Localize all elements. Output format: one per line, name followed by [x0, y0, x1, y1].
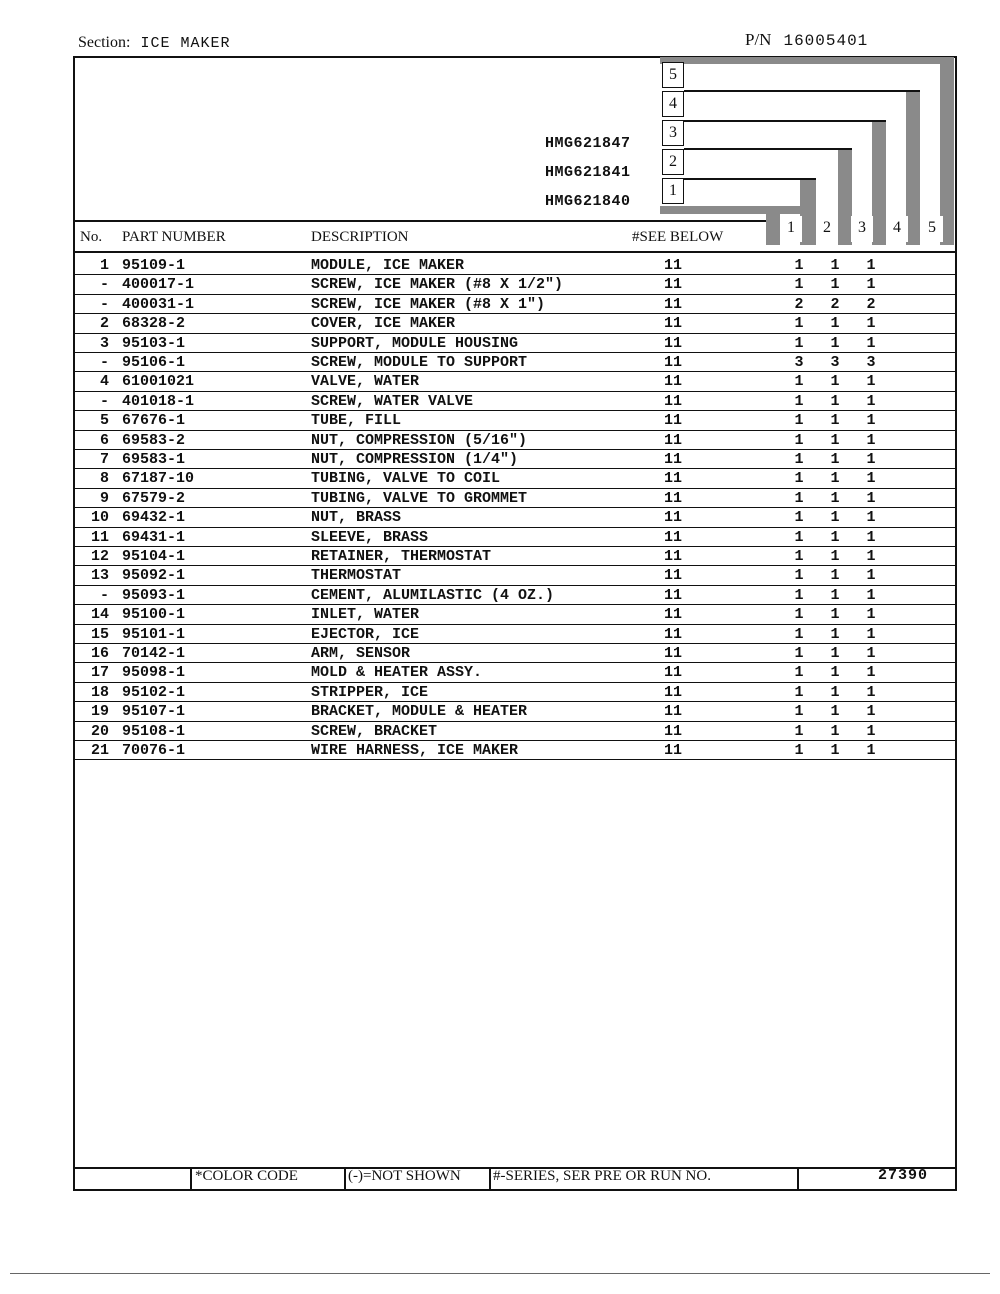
row-part-number: 95101-1	[122, 625, 186, 643]
row-qty-col-1: 1	[794, 392, 804, 410]
header-no: No.	[80, 229, 103, 245]
row-part-number: 95092-1	[122, 567, 186, 585]
row-description: SCREW, ICE MAKER (#8 X 1")	[311, 295, 546, 313]
row-part-number: 95098-1	[122, 664, 186, 682]
column-header-3: 3	[851, 216, 873, 242]
table-row	[75, 644, 955, 663]
row-qty-col-2: 1	[830, 334, 840, 352]
row-description: SCREW, BRACKET	[311, 722, 438, 740]
row-series: 11	[664, 742, 683, 759]
table-row	[75, 547, 955, 566]
row-series: 11	[664, 625, 683, 643]
table-row	[75, 450, 955, 469]
row-qty-col-2: 1	[830, 606, 840, 624]
row-qty-col-3: 1	[866, 586, 876, 604]
row-qty-col-2: 1	[830, 392, 840, 410]
row-description: SCREW, WATER VALVE	[311, 392, 474, 410]
column-bracket-5	[660, 57, 954, 64]
row-qty-col-3: 1	[866, 645, 876, 662]
row-number: 10	[90, 509, 109, 527]
footer-divider	[344, 1167, 346, 1191]
section-header	[78, 34, 230, 52]
row-number: 20	[90, 722, 109, 740]
row-series: 11	[664, 567, 683, 585]
row-description: INLET, WATER	[311, 606, 420, 624]
row-qty-col-3: 1	[866, 548, 876, 565]
row-part-number: 67579-2	[122, 489, 186, 507]
row-qty-col-3: 1	[866, 451, 876, 468]
row-part-number: 95106-1	[122, 354, 186, 371]
row-number: -	[99, 276, 109, 294]
row-qty-col-3: 1	[866, 567, 876, 585]
row-number: 13	[90, 567, 109, 585]
row-description: SUPPORT, MODULE HOUSING	[311, 334, 519, 352]
row-qty-col-1: 1	[794, 489, 804, 507]
row-qty-col-1: 1	[794, 722, 804, 740]
row-part-number: 69431-1	[122, 528, 186, 546]
row-qty-col-1: 1	[794, 703, 804, 721]
row-series: 11	[664, 276, 683, 294]
row-part-number: 95108-1	[122, 722, 186, 740]
column-number-box-4: 4	[662, 91, 684, 117]
row-number: 1	[99, 257, 109, 274]
footer-divider	[190, 1167, 192, 1191]
header-description: DESCRIPTION	[311, 229, 409, 245]
row-qty-col-3: 1	[866, 625, 876, 643]
row-number: 16	[90, 645, 109, 662]
bracket-line-4	[684, 90, 920, 92]
row-qty-col-2: 1	[830, 489, 840, 507]
row-description: MOLD & HEATER ASSY.	[311, 664, 483, 682]
table-row	[75, 625, 955, 644]
row-qty-col-2: 1	[830, 373, 840, 391]
row-part-number: 95109-1	[122, 257, 186, 274]
column-bracket-2-drop	[838, 148, 852, 245]
row-series: 11	[664, 664, 683, 682]
column-bracket-1-base	[660, 206, 816, 214]
row-series: 11	[664, 431, 683, 449]
row-qty-col-2: 1	[830, 625, 840, 643]
row-description: TUBING, VALVE TO COIL	[311, 470, 501, 488]
row-series: 11	[664, 683, 683, 701]
row-description: SCREW, ICE MAKER (#8 X 1/2")	[311, 276, 564, 294]
row-qty-col-1: 1	[794, 606, 804, 624]
row-part-number: 67187-10	[122, 470, 195, 488]
table-row	[75, 566, 955, 585]
row-qty-col-1: 1	[794, 257, 804, 274]
row-description: NUT, BRASS	[311, 509, 402, 527]
row-qty-col-1: 1	[794, 412, 804, 430]
row-series: 11	[664, 548, 683, 565]
table-row	[75, 605, 955, 624]
row-series: 11	[664, 354, 683, 371]
column-header-5: 5	[921, 216, 943, 242]
row-description: RETAINER, THERMOSTAT	[311, 548, 492, 565]
row-qty-col-3: 1	[866, 257, 876, 274]
row-qty-col-2: 3	[830, 354, 840, 371]
column-header-2: 2	[816, 216, 838, 242]
row-qty-col-3: 3	[866, 354, 876, 371]
row-description: SCREW, MODULE TO SUPPORT	[311, 354, 528, 371]
row-qty-col-3: 1	[866, 722, 876, 740]
row-qty-col-2: 1	[830, 470, 840, 488]
page-bottom-rule	[10, 1273, 990, 1274]
row-qty-col-2: 1	[830, 683, 840, 701]
row-qty-col-2: 1	[830, 276, 840, 294]
table-row	[75, 528, 955, 547]
header-divider	[74, 220, 766, 222]
row-qty-col-1: 1	[794, 645, 804, 662]
column-bracket-1-step	[766, 206, 780, 245]
row-number: 7	[99, 451, 109, 468]
row-description: MODULE, ICE MAKER	[311, 257, 465, 274]
row-description: NUT, COMPRESSION (5/16")	[311, 431, 528, 449]
row-qty-col-3: 1	[866, 276, 876, 294]
table-row	[75, 314, 955, 333]
pn-label: P/N	[745, 30, 772, 49]
row-series: 11	[664, 392, 683, 410]
row-description: CEMENT, ALUMILASTIC (4 OZ.)	[311, 586, 555, 604]
footer-divider	[797, 1167, 799, 1191]
row-number: 21	[90, 742, 109, 759]
row-qty-col-3: 1	[866, 664, 876, 682]
row-qty-col-3: 1	[866, 431, 876, 449]
row-series: 11	[664, 295, 683, 313]
row-series: 11	[664, 257, 683, 274]
row-qty-col-1: 1	[794, 315, 804, 333]
row-qty-col-1: 1	[794, 528, 804, 546]
row-qty-col-1: 3	[794, 354, 804, 371]
table-row	[75, 741, 955, 760]
row-qty-col-1: 2	[794, 295, 804, 313]
row-number: 11	[90, 528, 109, 546]
table-row	[75, 702, 955, 721]
row-series: 11	[664, 722, 683, 740]
row-series: 11	[664, 606, 683, 624]
footer-series-note: #-SERIES, SER PRE OR RUN NO.	[493, 1168, 711, 1184]
row-qty-col-2: 1	[830, 509, 840, 527]
row-qty-col-3: 1	[866, 373, 876, 391]
table-row	[75, 353, 955, 372]
row-description: NUT, COMPRESSION (1/4")	[311, 451, 519, 468]
row-part-number: 95102-1	[122, 683, 186, 701]
row-part-number: 95104-1	[122, 548, 186, 565]
row-number: -	[99, 354, 109, 371]
bracket-line-1	[684, 178, 816, 180]
footer-page-code: 27390	[878, 1167, 929, 1184]
row-qty-col-2: 1	[830, 645, 840, 662]
row-qty-col-1: 1	[794, 742, 804, 759]
row-number: 3	[99, 334, 109, 352]
row-qty-col-2: 1	[830, 586, 840, 604]
table-row	[75, 586, 955, 605]
row-qty-col-3: 1	[866, 489, 876, 507]
row-series: 11	[664, 645, 683, 662]
column-bracket-4-drop	[906, 90, 920, 245]
row-description: VALVE, WATER	[311, 373, 420, 391]
row-part-number: 61001021	[122, 373, 195, 391]
row-number: 18	[90, 683, 109, 701]
row-qty-col-1: 1	[794, 509, 804, 527]
row-qty-col-2: 1	[830, 412, 840, 430]
row-qty-col-3: 1	[866, 742, 876, 759]
row-number: 8	[99, 470, 109, 488]
row-qty-col-2: 1	[830, 703, 840, 721]
table-row	[75, 256, 955, 275]
row-part-number: 95093-1	[122, 586, 186, 604]
row-part-number: 95103-1	[122, 334, 186, 352]
row-qty-col-2: 1	[830, 528, 840, 546]
row-part-number: 69583-1	[122, 451, 186, 468]
row-series: 11	[664, 489, 683, 507]
row-part-number: 69583-2	[122, 431, 186, 449]
model-name: HMG621847	[545, 135, 631, 152]
column-number-box-1: 1	[662, 178, 684, 204]
row-description: EJECTOR, ICE	[311, 625, 420, 643]
row-qty-col-3: 1	[866, 392, 876, 410]
column-header-1: 1	[780, 216, 802, 242]
footer-not-shown: (-)=NOT SHOWN	[348, 1168, 461, 1184]
row-description: SLEEVE, BRASS	[311, 528, 429, 546]
footer-color-code: *COLOR CODE	[195, 1168, 298, 1184]
row-part-number: 95100-1	[122, 606, 186, 624]
row-qty-col-1: 1	[794, 625, 804, 643]
row-description: STRIPPER, ICE	[311, 683, 429, 701]
row-number: 14	[90, 606, 109, 624]
row-qty-col-1: 1	[794, 683, 804, 701]
table-row	[75, 295, 955, 314]
row-qty-col-1: 1	[794, 276, 804, 294]
row-number: -	[99, 392, 109, 410]
row-qty-col-1: 1	[794, 373, 804, 391]
row-qty-col-1: 1	[794, 451, 804, 468]
table-row	[75, 469, 955, 488]
row-qty-col-3: 1	[866, 470, 876, 488]
row-series: 11	[664, 315, 683, 333]
row-qty-col-3: 1	[866, 509, 876, 527]
row-description: BRACKET, MODULE & HEATER	[311, 703, 528, 721]
table-row	[75, 411, 955, 430]
row-qty-col-1: 1	[794, 470, 804, 488]
row-series: 11	[664, 412, 683, 430]
row-description: ARM, SENSOR	[311, 645, 411, 662]
table-row	[75, 431, 955, 450]
row-qty-col-3: 1	[866, 315, 876, 333]
row-qty-col-3: 1	[866, 683, 876, 701]
row-number: 2	[99, 315, 109, 333]
table-row	[75, 392, 955, 411]
bracket-line-3	[684, 120, 886, 122]
bracket-line-2	[684, 148, 852, 150]
table-row	[75, 334, 955, 353]
row-number: -	[99, 295, 109, 313]
row-part-number: 95107-1	[122, 703, 186, 721]
row-series: 11	[664, 470, 683, 488]
row-description: TUBE, FILL	[311, 412, 402, 430]
model-name: HMG621840	[545, 193, 631, 210]
row-part-number: 400031-1	[122, 295, 195, 313]
table-header-rule	[74, 251, 956, 253]
row-qty-col-2: 1	[830, 315, 840, 333]
row-qty-col-3: 1	[866, 606, 876, 624]
row-number: 9	[99, 489, 109, 507]
table-row	[75, 722, 955, 741]
row-number: 5	[99, 412, 109, 430]
row-series: 11	[664, 373, 683, 391]
row-series: 11	[664, 334, 683, 352]
table-row	[75, 663, 955, 682]
row-qty-col-3: 1	[866, 412, 876, 430]
row-part-number: 70142-1	[122, 645, 186, 662]
header-series: #SEE BELOW	[632, 229, 724, 245]
row-qty-col-1: 1	[794, 586, 804, 604]
row-qty-col-2: 1	[830, 742, 840, 759]
row-series: 11	[664, 509, 683, 527]
row-qty-col-2: 1	[830, 567, 840, 585]
row-qty-col-2: 2	[830, 295, 840, 313]
column-header-4: 4	[886, 216, 908, 242]
table-row	[75, 508, 955, 527]
section-label: Section:	[78, 34, 131, 51]
row-qty-col-3: 2	[866, 295, 876, 313]
column-number-box-2: 2	[662, 149, 684, 175]
row-description: THERMOSTAT	[311, 567, 402, 585]
row-qty-col-1: 1	[794, 548, 804, 565]
row-number: 4	[99, 373, 109, 391]
row-series: 11	[664, 528, 683, 546]
row-number: -	[99, 586, 109, 604]
row-description: TUBING, VALVE TO GROMMET	[311, 489, 528, 507]
row-part-number: 401018-1	[122, 392, 195, 410]
row-series: 11	[664, 586, 683, 604]
row-number: 19	[90, 703, 109, 721]
section-value: ICE MAKER	[140, 35, 231, 52]
column-bracket-3-drop	[872, 120, 886, 245]
row-number: 15	[90, 625, 109, 643]
row-part-number: 69432-1	[122, 509, 186, 527]
row-part-number: 400017-1	[122, 276, 195, 294]
part-number-header	[745, 30, 868, 50]
row-qty-col-1: 1	[794, 431, 804, 449]
row-part-number: 68328-2	[122, 315, 186, 333]
row-number: 12	[90, 548, 109, 565]
row-series: 11	[664, 451, 683, 468]
row-qty-col-2: 1	[830, 664, 840, 682]
row-part-number: 70076-1	[122, 742, 186, 759]
row-number: 6	[99, 431, 109, 449]
row-qty-col-3: 1	[866, 703, 876, 721]
pn-value: 16005401	[783, 32, 869, 50]
row-qty-col-1: 1	[794, 334, 804, 352]
model-name: HMG621841	[545, 164, 631, 181]
row-qty-col-2: 1	[830, 722, 840, 740]
row-part-number: 67676-1	[122, 412, 186, 430]
row-qty-col-1: 1	[794, 664, 804, 682]
column-number-box-5: 5	[662, 62, 684, 88]
table-row	[75, 489, 955, 508]
row-description: WIRE HARNESS, ICE MAKER	[311, 742, 519, 759]
row-qty-col-2: 1	[830, 548, 840, 565]
row-description: COVER, ICE MAKER	[311, 315, 456, 333]
row-qty-col-3: 1	[866, 334, 876, 352]
row-series: 11	[664, 703, 683, 721]
table-row	[75, 275, 955, 294]
row-qty-col-3: 1	[866, 528, 876, 546]
row-qty-col-2: 1	[830, 431, 840, 449]
table-row	[75, 372, 955, 391]
row-qty-col-2: 1	[830, 257, 840, 274]
column-number-box-3: 3	[662, 120, 684, 146]
row-qty-col-2: 1	[830, 451, 840, 468]
footer-divider	[489, 1167, 491, 1191]
table-row	[75, 683, 955, 702]
header-part-number: PART NUMBER	[122, 229, 226, 245]
row-qty-col-1: 1	[794, 567, 804, 585]
row-number: 17	[90, 664, 109, 682]
